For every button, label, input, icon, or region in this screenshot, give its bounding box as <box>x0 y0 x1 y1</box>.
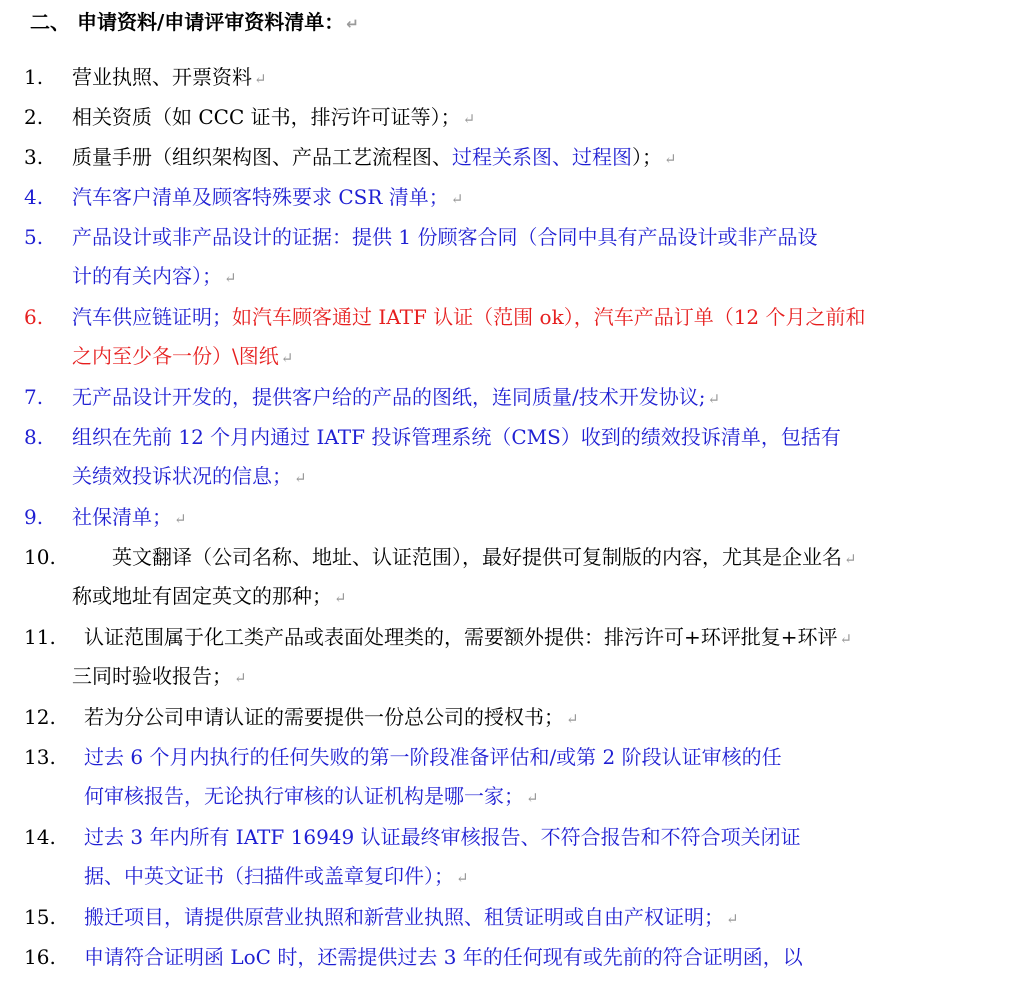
item-text-line-1: 认证范围属于化工类产品或表面处理类的，需要额外提供：排污许可+环评批复+环评 ↵ <box>84 625 853 649</box>
item-text-line-2: 据、中英文证书（扫描件或盖章复印件）； ↵ <box>84 864 469 888</box>
item-text-line-1: 产品设计或非产品设计的证据：提供 1 份顾客合同（合同中具有产品设计或非产品设 <box>72 225 818 249</box>
item-number: 9. <box>24 505 44 529</box>
item-text-line-2: 关绩效投诉状况的信息； ↵ <box>72 464 307 488</box>
item-number: 12. <box>24 705 56 729</box>
item-number: 7. <box>24 385 44 409</box>
heading-text: 二、 申请资料/申请评审资料清单： <box>30 10 345 34</box>
item-number: 14. <box>24 825 56 849</box>
item-text: 营业执照、开票资料 ↵ <box>72 65 267 89</box>
item-text-line-2: 三同时验收报告； ↵ <box>72 664 247 688</box>
item-number: 11. <box>24 625 56 649</box>
item-text-line-1: 过去 6 个月内执行的任何失败的第一阶段准备评估和/或第 2 阶段认证审核的任 <box>84 745 782 769</box>
item-text-line-1: 英文翻译（公司名称、地址、认证范围），最好提供可复制版的内容，尤其是企业名 ↵ <box>112 545 857 569</box>
item-number: 1. <box>24 65 44 89</box>
item-number: 10. <box>24 545 56 569</box>
item-number: 8. <box>24 425 44 449</box>
item-text-line-1: 组织在先前 12 个月内通过 IATF 投诉管理系统（CMS）收到的绩效投诉清单，包括有 <box>72 425 841 449</box>
item-text-line-2: 何审核报告，无论执行审核的认证机构是哪一家； ↵ <box>84 784 539 808</box>
item-number: 15. <box>24 905 56 929</box>
item-text-line-1: 汽车供应链证明；如汽车顾客通过 IATF 认证（范围 ok），汽车产品订单（12 个月之前和 <box>72 305 866 329</box>
item-text: 社保清单； ↵ <box>72 505 187 529</box>
item-text: 汽车客户清单及顾客特殊要求 CSR 清单； ↵ <box>72 185 464 209</box>
item-text: 搬迁项目，请提供原营业执照和新营业执照、租赁证明或自由产权证明； ↵ <box>84 905 739 929</box>
item-text: 若为分公司申请认证的需要提供一份总公司的授权书； ↵ <box>84 705 579 729</box>
item-text: 无产品设计开发的，提供客户给的产品的图纸，连同质量/技术开发协议; ↵ <box>72 385 721 409</box>
item-number: 2. <box>24 105 44 129</box>
section-heading <box>30 8 359 38</box>
item-text: 相关资质（如 CCC 证书，排污许可证等）； ↵ <box>72 105 476 129</box>
item-number: 16. <box>24 945 56 969</box>
item-text: 申请符合证明函 LoC 时，还需提供过去 3 年的任何现有或先前的符合证明函，以 <box>84 945 803 969</box>
item-number: 5. <box>24 225 44 249</box>
item-text-line-2: 计的有关内容）； ↵ <box>72 264 237 288</box>
item-number: 4. <box>24 185 44 209</box>
return-mark: ↵ <box>346 15 359 33</box>
item-number: 6. <box>24 305 44 329</box>
item-text: 质量手册（组织架构图、产品工艺流程图、过程关系图、过程图）； ↵ <box>72 145 677 169</box>
item-number: 13. <box>24 745 56 769</box>
item-number: 3. <box>24 145 44 169</box>
item-text-line-2: 之内至少各一份）\图纸 ↵ <box>72 344 294 368</box>
item-text-line-1: 过去 3 年内所有 IATF 16949 认证最终审核报告、不符合报告和不符合项关闭证 <box>84 825 801 849</box>
item-text-line-2: 称或地址有固定英文的那种； ↵ <box>72 584 347 608</box>
